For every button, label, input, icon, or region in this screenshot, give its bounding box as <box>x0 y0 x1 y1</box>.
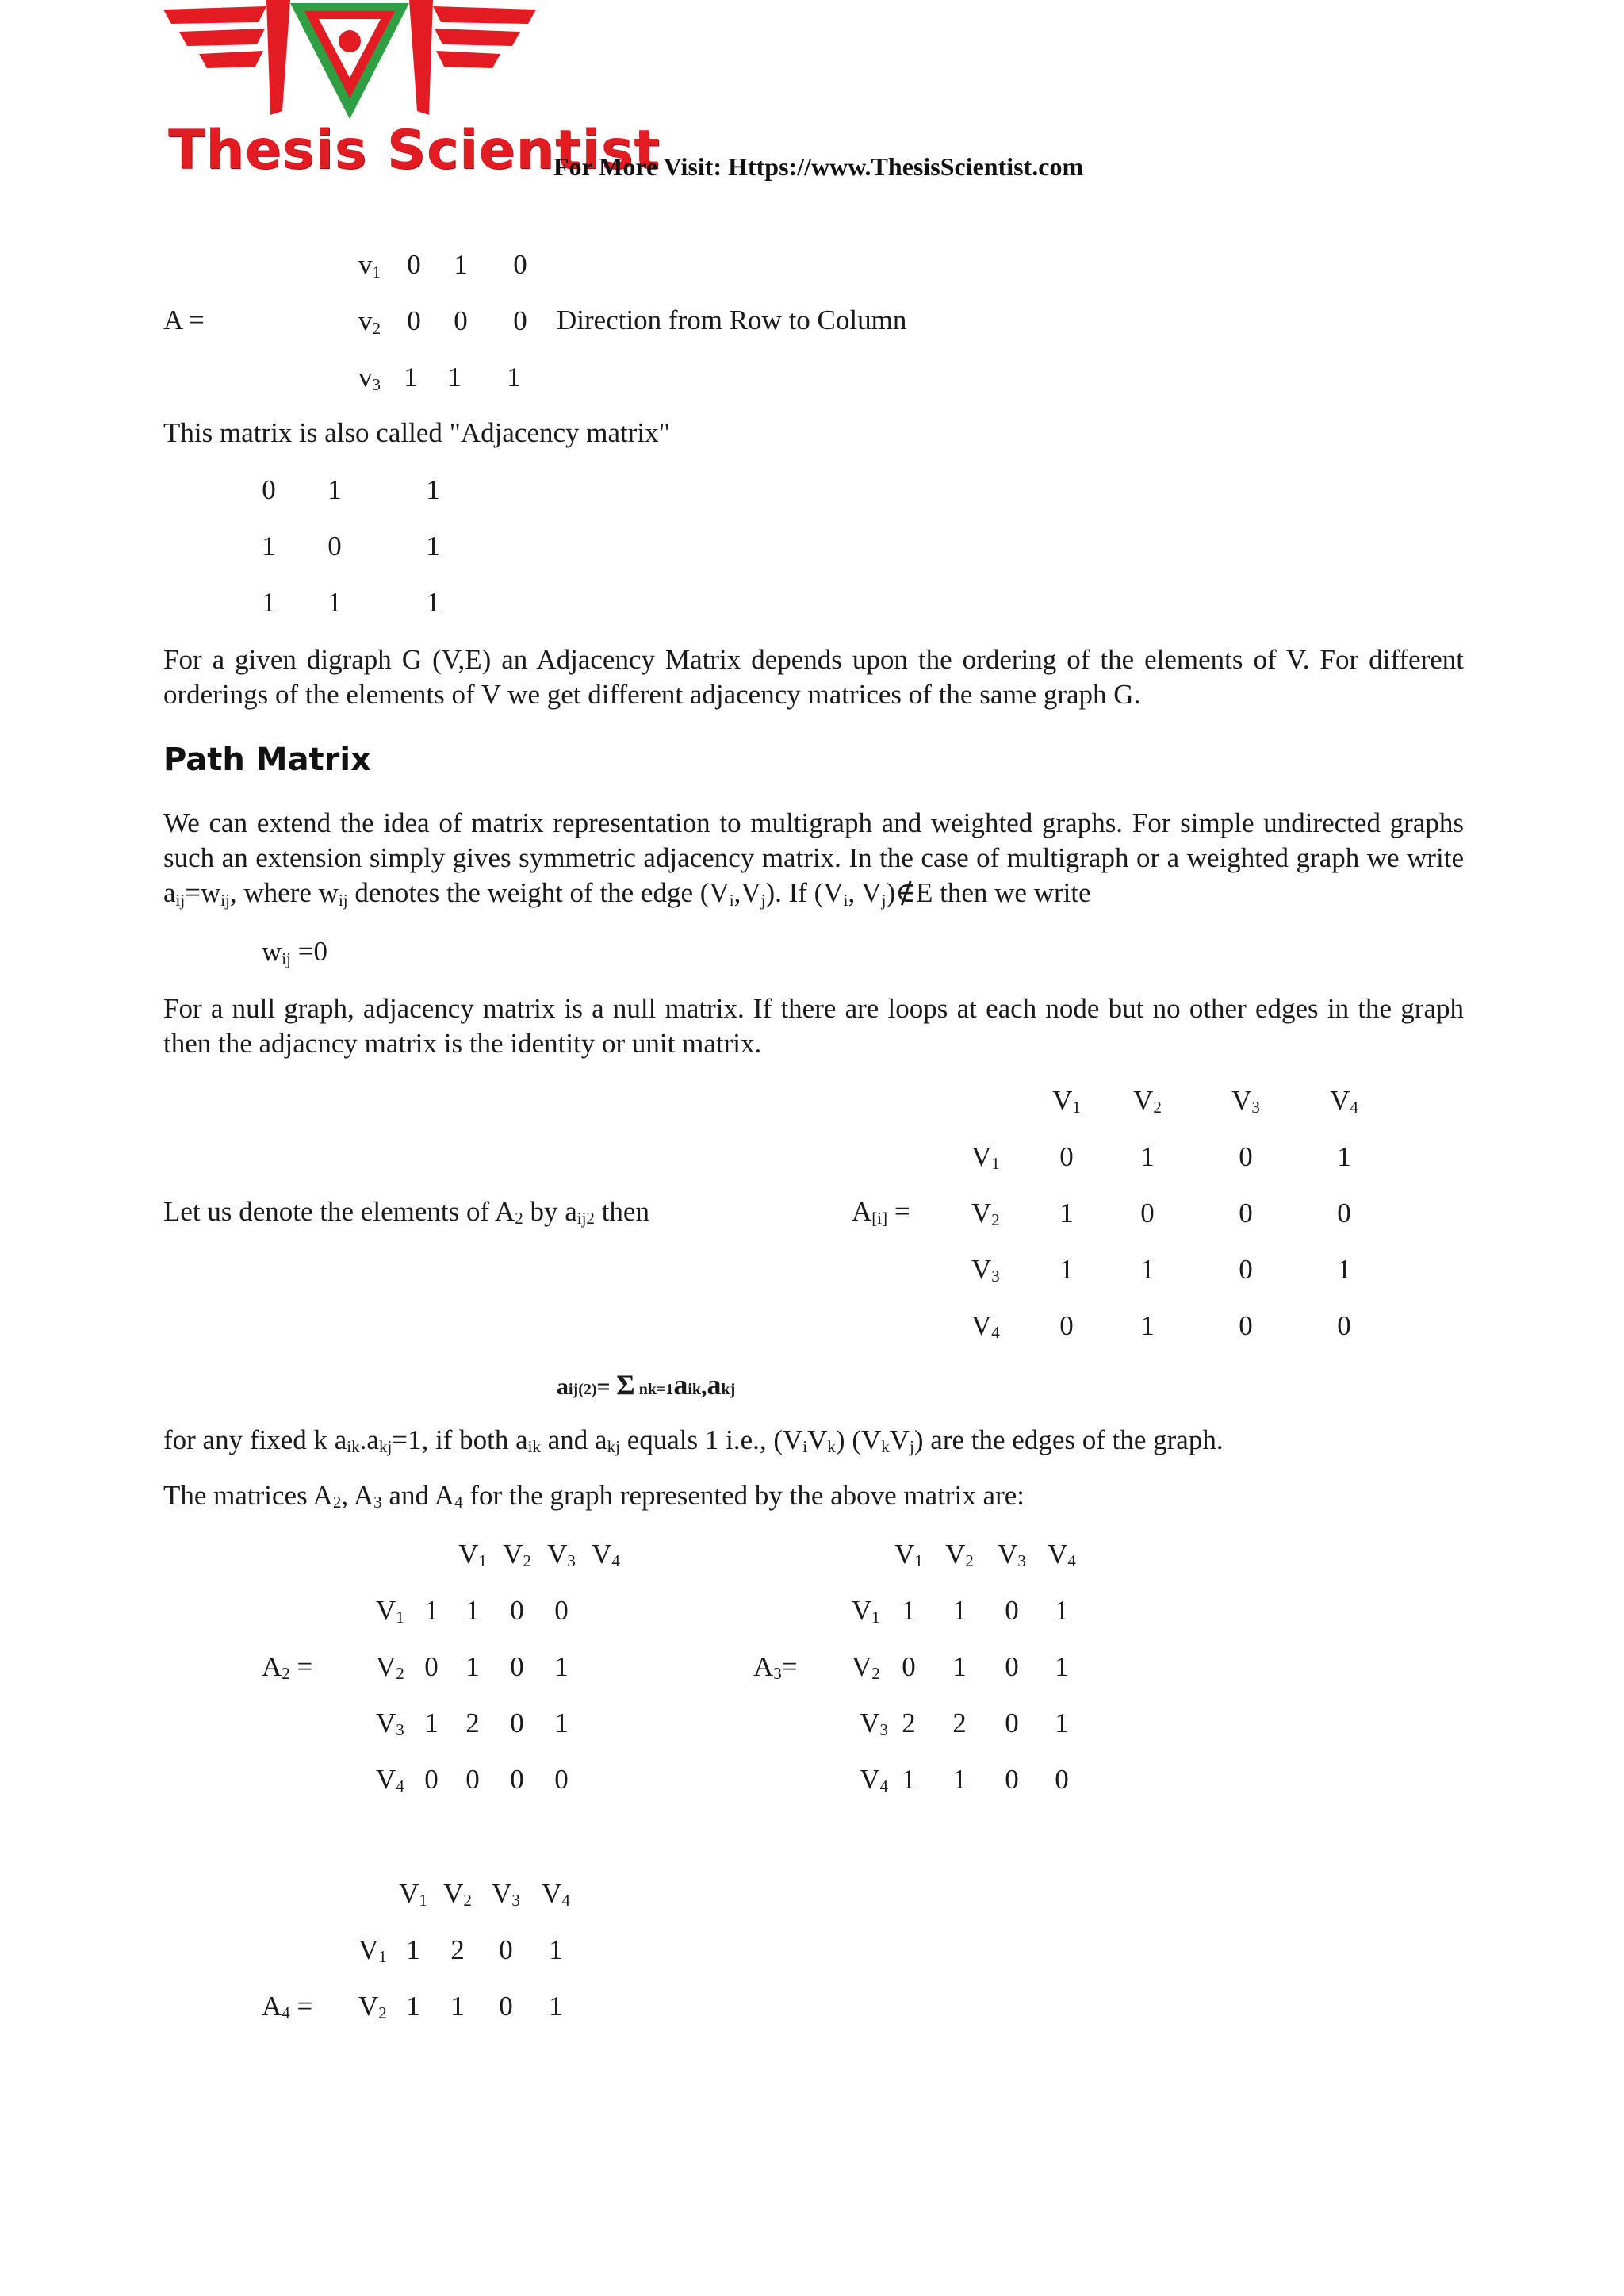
matrix-b-row: 1 0 1 <box>262 531 440 562</box>
matrix-a2-row: V3 1 2 0 1 <box>376 1708 569 1739</box>
matrix-a-row: $v_2$ 0 0 0 <box>358 305 527 338</box>
fixed-k-text: for any fixed k aik.akj=1, if both aik and akj equals 1 i.e., (ViVk) (VkVj) are the edges of the graph. <box>163 1424 1224 1456</box>
paragraph-null-graph: For a null graph, adjacency matrix is a null matrix. If there are loops at each node but no other edges in the graph then the adjacncy matrix is the identity or unit matrix. <box>163 993 1464 1059</box>
paragraph-weighted-graphs: We can extend the idea of matrix representation to multigraph and weighted graphs. For simple undirected graphs such an extension simply gives symmetric adjacency matrix. In the case of multigraph or a weighted graph we write $a_{ij}=w_{ij}$, where $w_{ij}$ denotes the weight of the edge $(V_i,V_j)$. If ($V_i$, $V_j)\notin E$ then we write <box>163 807 1464 910</box>
matrix-ai <box>971 1072 1393 1354</box>
matrix-a2-row: V1 1 1 0 0 <box>376 1595 569 1627</box>
matrix-a3-label: A3= <box>753 1651 798 1683</box>
matrix-a3-row: V2 0 1 0 1 <box>852 1651 1069 1683</box>
matrix-a-row: $v_1$ 0 1 0 <box>358 249 527 282</box>
thesis-scientist-logo-icon <box>163 0 536 127</box>
matrix-a <box>358 236 552 405</box>
adjacency-matrix-b <box>252 462 482 631</box>
matrix-a-row: $v_3$ 1 1 1 <box>358 362 521 394</box>
matrix-a2-label: A2 = <box>262 1651 313 1683</box>
matrix-a4 <box>358 1865 584 2034</box>
matrix-a2-row: V2 0 1 0 1 <box>376 1651 569 1683</box>
matrix-a3-row: V4 1 1 0 0 <box>860 1764 1069 1796</box>
matrix-b-row: 0 1 1 <box>262 474 440 505</box>
matrix-a2 <box>376 1526 628 1807</box>
matrix-ai-row: V4 0 1 0 0 <box>971 1310 1351 1342</box>
adjacency-caption: This matrix is also called "Adjacency matrix" <box>163 417 670 448</box>
direction-note: Direction from Row to Column <box>557 305 907 335</box>
matrix-a3-header: V1 V2 V3 V4 <box>894 1539 1076 1570</box>
matrix-a4-label: A4 = <box>262 1991 313 2022</box>
visit-link[interactable]: For More Visit: Https://www.ThesisScientist.com <box>553 152 1084 181</box>
matrix-ai-header: V1 V2 V3 V4 <box>1052 1085 1358 1117</box>
matrix-a3 <box>852 1526 1090 1807</box>
brand-name: Thesis Scientist <box>168 119 661 182</box>
paragraph-adjacency-ordering: For a given digraph G (V,E) an Adjacency Matrix depends upon the ordering of the elements of V. For different orderings of the elements of V we get different adjacency matrices of the same graph G. <box>163 644 1464 710</box>
matrix-ai-row: V2 1 0 0 0 <box>971 1198 1351 1229</box>
matrix-a3-row: V3 2 2 0 1 <box>860 1708 1069 1739</box>
matrix-a2-header: V1 V2 V3 V4 <box>458 1539 620 1570</box>
matrix-ai-label: A[i] = <box>852 1196 910 1228</box>
matrix-a4-row: V2 1 1 0 1 <box>358 1991 563 2022</box>
matrix-ai-row: V3 1 1 0 1 <box>971 1254 1351 1286</box>
matrix-a4-row: V1 1 2 0 1 <box>358 1934 563 1966</box>
matrix-a3-row: V1 1 1 0 1 <box>852 1595 1069 1627</box>
matrix-ai-row: V1 0 1 0 1 <box>971 1141 1351 1173</box>
matrix-b-row: 1 1 1 <box>262 587 440 618</box>
matrix-a-label: A = <box>163 305 205 335</box>
matrix-a2-row: V4 0 0 0 0 <box>376 1764 569 1796</box>
section-heading-path-matrix: Path Matrix <box>163 742 371 778</box>
denote-text: Let us denote the elements of A2 by aij2 then <box>163 1196 649 1228</box>
path-formula: aij(2)= Σ nk=1aik,akj <box>557 1369 736 1401</box>
matrices-intro: The matrices A2, A3 and A4 for the graph represented by the above matrix are: <box>163 1480 1025 1512</box>
matrix-a4-header: V1 V2 V3 V4 <box>399 1878 570 1910</box>
wij-equation: $w_{ij} =0$ <box>262 936 327 968</box>
